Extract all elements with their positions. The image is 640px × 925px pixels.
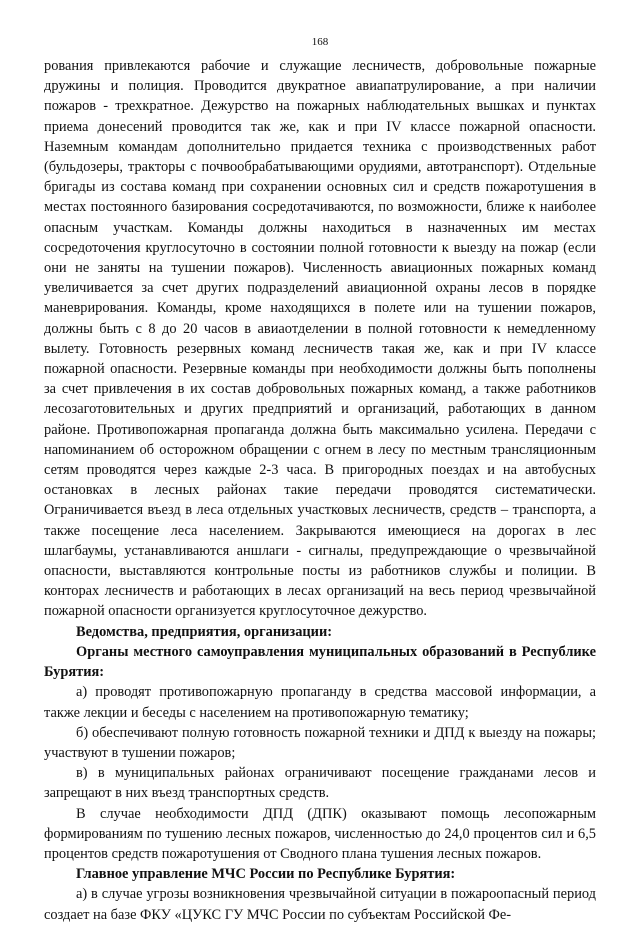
list-item-b-readiness: б) обеспечивают полную готовность пожарной техники и ДПД к выезду на пожары; участвуют в тушении пожаров; [44,724,596,761]
body-text [44,56,596,925]
list-item-c-restrictions: в) в муниципальных районах ограничивают посещение гражданами лесов и запрещают в них въезд транспортных средств. [44,765,596,802]
heading-local-government: Органы местного самоуправления муниципальных образований в Республике Бурятия: [44,643,596,681]
heading-emercom: Главное управление МЧС России по Республике Бурятия: [76,866,456,883]
page-number: 168 [311,36,329,48]
paragraph-fire-measures: рования привлекаются рабочие и служащие лесничеств, добровольные пожарные дружины и полиция. Проводится двукратное авиапатрулирование, а при наличии пожаров - трехкратное. Дежурство на пожарных наблюдательных вышках и пунктах приема донесений проводится так же, как и при IV классе пожарной опасности. Наземным командам дополнительно придается техника с производственных работ (бульдозеры, тракторы с почвообрабатывающими орудиями, автотранспорт). Отдельные бригады из состава команд при сохранении основных сил и средств пожаротушения в местах постоянного базирования сосредотачиваются, по возможности, ближе к наиболее опасным участкам. Команды должны находиться в назначенных им местах сосредоточения круглосуточно в состоянии полной готовности к выезду на пожар (если они не заняты на тушении пожаров). Численность авиационных пожарных команд увеличивается за счет других подразделений авиационной охраны лесов в порядке маневрирования. Команды, кроме находящихся в полете или на тушении пожаров, должны быть с 8 до 20 часов в авиаотделении в полной готовности к немедленному вылету. Готовность резервных команд лесничеств такая же, как и при IV классе пожарной опасности. Резервные команды при необходимости должны быть пополнены за счет привлечения в их состав добровольных пожарных команд, а также работников лесозаготовительных и других предприятий и организаций, работающих в данном районе. Противопожарная пропаганда должна быть максимально усилена. Передачи с напоминанием об осторожном обращении с огнем в лесу по местным трансляционным сетям проводятся через каждые 2-3 часа. В пригородных поездах и на автобусных остановках в лесных районах такие передачи проводятся систематически. Ограничивается въезд в леса отдельных участковых лесничеств, средств – транспорта, а также посещение леса населением. Закрываются имеющиеся на дорогах в лес шлагбаумы, устанавливаются аншлаги - сигналы, предупреждающие о чрезвычайной опасности, выставляются контрольные посты из работников службы и полиции. В конторах лесничеств и работающих в лесах организаций на весь период чрезвычайной пожарной опасности организуется круглосуточное дежурство. [44,58,596,620]
list-item-a-emercom: а) в случае угрозы возникновения чрезвычайной ситуации в пожароопасный период создает на базе ФКУ «ЦУКС ГУ МЧС России по субъектам Российской Фе- [44,886,596,923]
list-item-a-propaganda: а) проводят противопожарную пропаганду в средства массовой информации, а также лекции и беседы с населением на противопожарную тематику; [44,684,596,721]
paragraph-dpd-assistance: В случае необходимости ДПД (ДПК) оказывают помощь лесопожарным формированиям по тушению лесных пожаров, численностью до 24,0 процентов сил и 6,5 процентов средств пожаротушения от Сводного плана тушения лесных пожаров. [44,805,596,862]
heading-agencies: Ведомства, предприятия, организации: [76,623,333,640]
